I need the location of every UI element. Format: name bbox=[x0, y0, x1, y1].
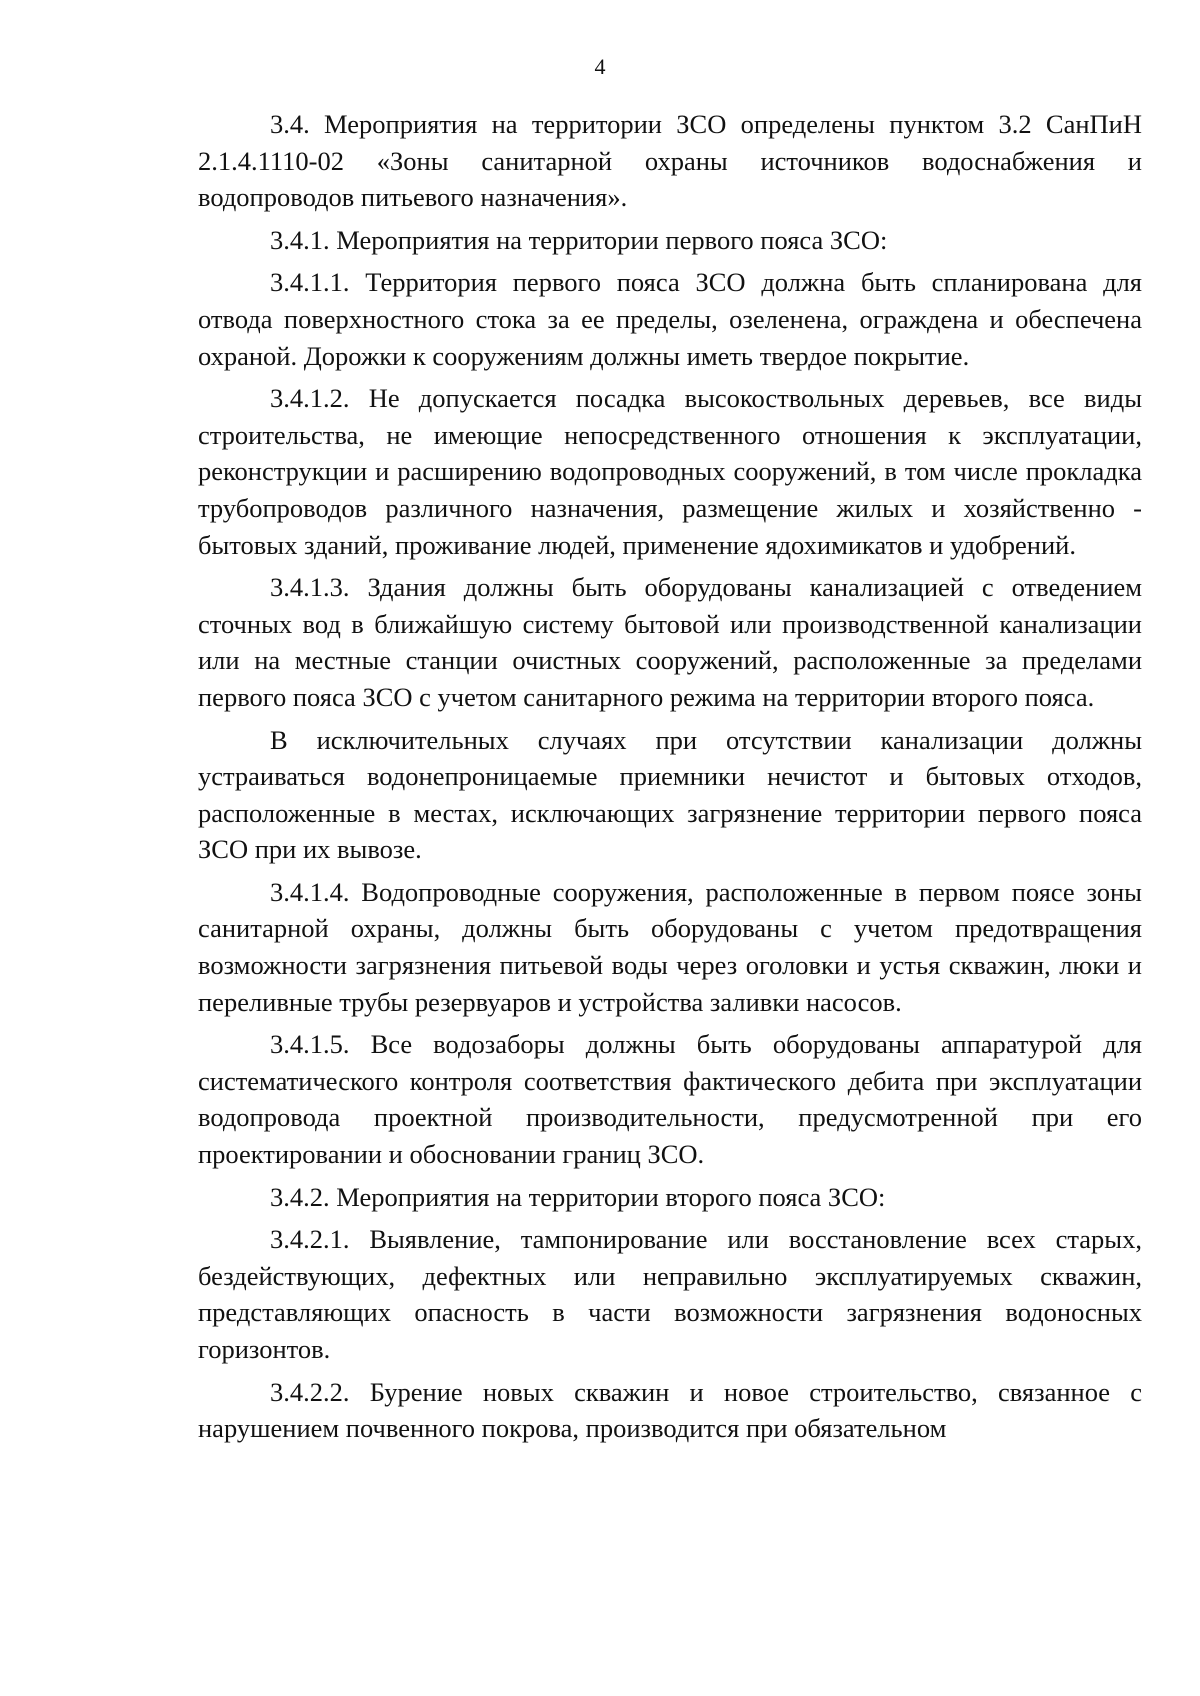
paragraph-3-4-1-1: 3.4.1.1. Территория первого пояса ЗСО должна быть спланирована для отвода поверхностного стока за ее пределы, озеленена, ограждена и обеспечена охраной. Дорожки к сооружениям должны иметь твердое покрытие. bbox=[198, 267, 1142, 371]
paragraph-3-4: 3.4. Мероприятия на территории ЗСО определены пунктом 3.2 СанПиН 2.1.4.1110-02 «Зоны санитарной охраны источников водоснабжения и водопроводов питьевого назначения». bbox=[198, 109, 1142, 213]
paragraph-3-4-1-5: 3.4.1.5. Все водозаборы должны быть оборудованы аппаратурой для систематического контроля соответствия фактического дебита при эксплуатации водопровода проектной производительности, предусмотренной при его проектировании и обосновании границ ЗСО. bbox=[198, 1029, 1142, 1170]
paragraph-3-4-1: 3.4.1. Мероприятия на территории первого пояса ЗСО: bbox=[270, 224, 888, 255]
paragraph-exceptional-cases: В исключительных случаях при отсутствии канализации должны устраиваться водонепроницаемые приемники нечистот и бытовых отходов, расположенные в местах, исключающих загрязнение территории первого пояса ЗСО при их вывозе. bbox=[198, 724, 1142, 865]
paragraph-3-4-1-3: 3.4.1.3. Здания должны быть оборудованы канализацией с отведением сточных вод в ближайшую систему бытовой или производственной канализации или на местные станции очистных сооружений, расположенные за пределами первого пояса ЗСО с учетом санитарного режима на территории второго пояса. bbox=[198, 572, 1142, 712]
page-number: 4 bbox=[594, 54, 606, 79]
document-body bbox=[198, 106, 1142, 1453]
paragraph-3-4-2-1: 3.4.2.1. Выявление, тампонирование или восстановление всех старых, бездействующих, дефектных или неправильно эксплуатируемых скважин, представляющих опасность в части возможности загрязнения водоносных горизонтов. bbox=[198, 1224, 1142, 1364]
paragraph-3-4-1-4: 3.4.1.4. Водопроводные сооружения, расположенные в первом поясе зоны санитарной охраны, должны быть оборудованы с учетом предотвращения возможности загрязнения питьевой воды через оголовки и устья скважин, люки и переливные трубы резервуаров и устройства заливки насосов. bbox=[198, 876, 1142, 1017]
paragraph-3-4-2-2: 3.4.2.2. Бурение новых скважин и новое строительство, связанное с нарушением почвенного покрова, производится при обязательном bbox=[198, 1376, 1142, 1444]
paragraph-3-4-2: 3.4.2. Мероприятия на территории второго пояса ЗСО: bbox=[270, 1181, 886, 1212]
paragraph-3-4-1-2: 3.4.1.2. Не допускается посадка высокоствольных деревьев, все виды строительства, не имеющие непосредственного отношения к эксплуатации, реконструкции и расширению водопроводных сооружений, в том числе прокладка трубопроводов различного назначения, размещение жилых и хозяйственно - бытовых зданий, проживание людей, применение ядохимикатов и удобрений. bbox=[198, 383, 1142, 560]
